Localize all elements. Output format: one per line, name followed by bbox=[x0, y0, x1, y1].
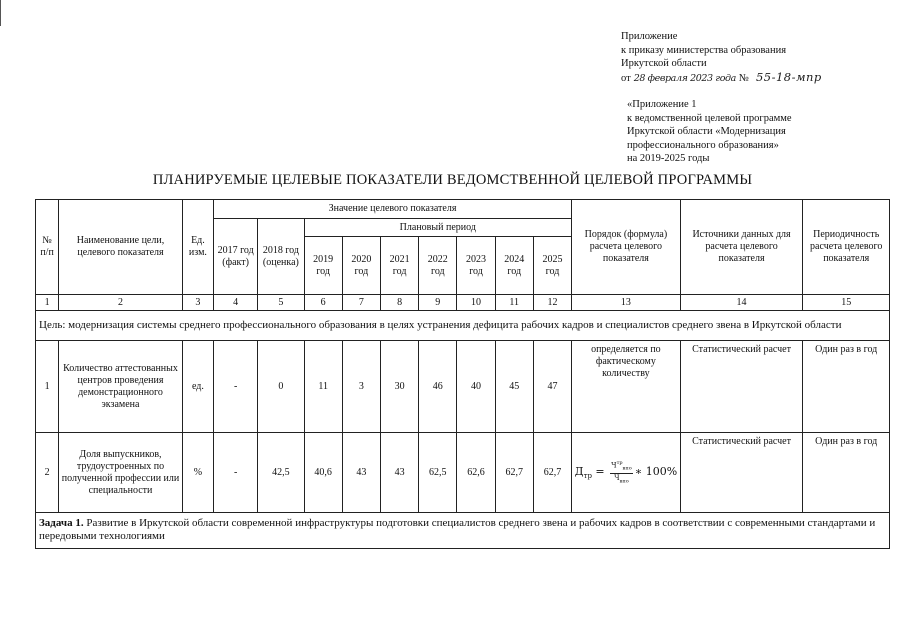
formula-lhs: Д bbox=[574, 465, 584, 479]
header-2018: 2018 год (оценка) bbox=[258, 219, 304, 295]
row-unit: % bbox=[182, 433, 213, 513]
col-number: 11 bbox=[495, 295, 533, 311]
formula-lhs-sub: тр bbox=[583, 472, 592, 481]
col-number: 7 bbox=[342, 295, 380, 311]
header-2017: 2017 год (факт) bbox=[214, 219, 258, 295]
header-num: № п/п bbox=[36, 200, 59, 295]
row-value: 47 bbox=[533, 341, 571, 433]
row-name: Доля выпускников, трудоустроенных по полученной профессии или специальности bbox=[59, 433, 183, 513]
annex-line-1: «Приложение 1 bbox=[627, 99, 697, 110]
row-value: 62,5 bbox=[419, 433, 457, 513]
row-est-2018: 42,5 bbox=[258, 433, 304, 513]
col-number: 14 bbox=[680, 295, 803, 311]
row-formula: определяется по фактическому количеству bbox=[572, 341, 681, 433]
row-value: 62,6 bbox=[457, 433, 495, 513]
approval-line-2: к приказу министерства образования bbox=[621, 44, 787, 56]
row-value: 40 bbox=[457, 341, 495, 433]
header-formula: Порядок (формула) расчета целевого показателя bbox=[572, 200, 681, 295]
header-name: Наименование цели, целевого показателя bbox=[59, 200, 183, 295]
header-plan-group: Плановый период bbox=[304, 219, 572, 237]
document-title: ПЛАНИРУЕМЫЕ ЦЕЛЕВЫЕ ПОКАЗАТЕЛИ ВЕДОМСТВЕННОЙ ЦЕЛЕВОЙ ПРОГРАММЫ bbox=[152, 172, 753, 188]
annex-line-2: к ведомственной целевой программе bbox=[627, 112, 792, 124]
handwritten-number: 55-18-мпр bbox=[755, 69, 822, 84]
table-row bbox=[36, 433, 890, 513]
approval-block bbox=[621, 30, 822, 85]
approval-date-prefix: от bbox=[621, 72, 631, 84]
col-number: 5 bbox=[258, 295, 304, 311]
row-fact-2017: - bbox=[214, 433, 258, 513]
handwritten-date: 28 февраля 2023 года bbox=[633, 72, 736, 84]
row-formula bbox=[572, 433, 681, 513]
col-number: 4 bbox=[214, 295, 258, 311]
page-edge-line bbox=[0, 0, 1, 26]
header-year: 2024 год bbox=[495, 237, 533, 295]
approval-line-3: Иркутской области bbox=[621, 58, 707, 69]
header-year: 2023 год bbox=[457, 237, 495, 295]
header-period: Периодичность расчета целевого показателя bbox=[803, 200, 890, 295]
row-unit: ед. bbox=[182, 341, 213, 433]
header-year: 2025 год bbox=[533, 237, 571, 295]
task-row bbox=[36, 513, 890, 549]
header-value-group: Значение целевого показателя bbox=[214, 200, 572, 219]
col-number: 8 bbox=[380, 295, 418, 311]
task-label: Задача 1. bbox=[39, 517, 84, 529]
col-number: 15 bbox=[803, 295, 890, 311]
row-value: 40,6 bbox=[304, 433, 342, 513]
annex-line-5: на 2019-2025 годы bbox=[627, 153, 710, 164]
row-num: 2 bbox=[36, 433, 59, 513]
header-year: 2019 год bbox=[304, 237, 342, 295]
col-number: 13 bbox=[572, 295, 681, 311]
col-number: 6 bbox=[304, 295, 342, 311]
row-fact-2017: - bbox=[214, 341, 258, 433]
annex-line-3: Иркутской области «Модернизация bbox=[627, 126, 786, 137]
row-period: Один раз в год bbox=[803, 341, 890, 433]
row-value: 11 bbox=[304, 341, 342, 433]
row-value: 45 bbox=[495, 341, 533, 433]
row-source: Статистический расчет bbox=[680, 341, 803, 433]
formula-fraction bbox=[610, 459, 633, 485]
goal-row: Цель: модернизация системы среднего профессионального образования в целях устранения дефицита рабочих кадров и специалистов среднего звена в Иркутской области bbox=[36, 311, 890, 341]
formula-num-sup: тр bbox=[616, 460, 623, 467]
annex-line-4: профессионального образования» bbox=[627, 139, 779, 151]
column-number-row bbox=[36, 295, 890, 311]
employment-share-formula: $Д_{тр}$ = $\frac{Ч^{тр}_{впо}}{Ч_{впо}}$ ∗ 100% bbox=[574, 460, 678, 485]
formula-denominator bbox=[610, 474, 633, 485]
row-value: 62,7 bbox=[533, 433, 571, 513]
row-num: 1 bbox=[36, 341, 59, 433]
header-year: 2020 год bbox=[342, 237, 380, 295]
header-sources: Источники данных для расчета целевого показателя bbox=[680, 200, 803, 295]
row-name: Количество аттестованных центров проведения демонстрационного экзамена bbox=[59, 341, 183, 433]
approval-date-number-line bbox=[621, 71, 822, 86]
task-text: Развитие в Иркутской области современной инфраструктуры подготовки специалистов среднего звена и рабочих кадров в соответствии с современными стандартами и передовыми технологиями bbox=[39, 517, 876, 542]
annex-block bbox=[627, 98, 792, 166]
row-value: 62,7 bbox=[495, 433, 533, 513]
row-source: Статистический расчет bbox=[680, 433, 803, 513]
formula-den-sub: впо bbox=[619, 478, 629, 485]
approval-number-label: № bbox=[738, 72, 749, 84]
header-unit: Ед. изм. bbox=[182, 200, 213, 295]
header-year: 2021 год bbox=[380, 237, 418, 295]
row-value: 46 bbox=[419, 341, 457, 433]
row-period: Один раз в год bbox=[803, 433, 890, 513]
indicators-table bbox=[35, 199, 890, 549]
col-number: 3 bbox=[182, 295, 213, 311]
col-number: 9 bbox=[419, 295, 457, 311]
table-row bbox=[36, 341, 890, 433]
row-value: 30 bbox=[380, 341, 418, 433]
formula-num-sub: впо bbox=[622, 466, 632, 473]
formula-tail: ∗ 100% bbox=[634, 465, 678, 479]
row-value: 43 bbox=[342, 433, 380, 513]
approval-line-1: Приложение bbox=[621, 31, 678, 42]
col-number: 12 bbox=[533, 295, 571, 311]
col-number: 2 bbox=[59, 295, 183, 311]
col-number: 1 bbox=[36, 295, 59, 311]
col-number: 10 bbox=[457, 295, 495, 311]
formula-num-letter: Ч bbox=[611, 461, 617, 470]
row-value: 43 bbox=[380, 433, 418, 513]
formula-den-letter: Ч bbox=[614, 474, 620, 483]
formula-numerator bbox=[610, 459, 633, 474]
row-est-2018: 0 bbox=[258, 341, 304, 433]
header-year: 2022 год bbox=[419, 237, 457, 295]
row-value: 3 bbox=[342, 341, 380, 433]
